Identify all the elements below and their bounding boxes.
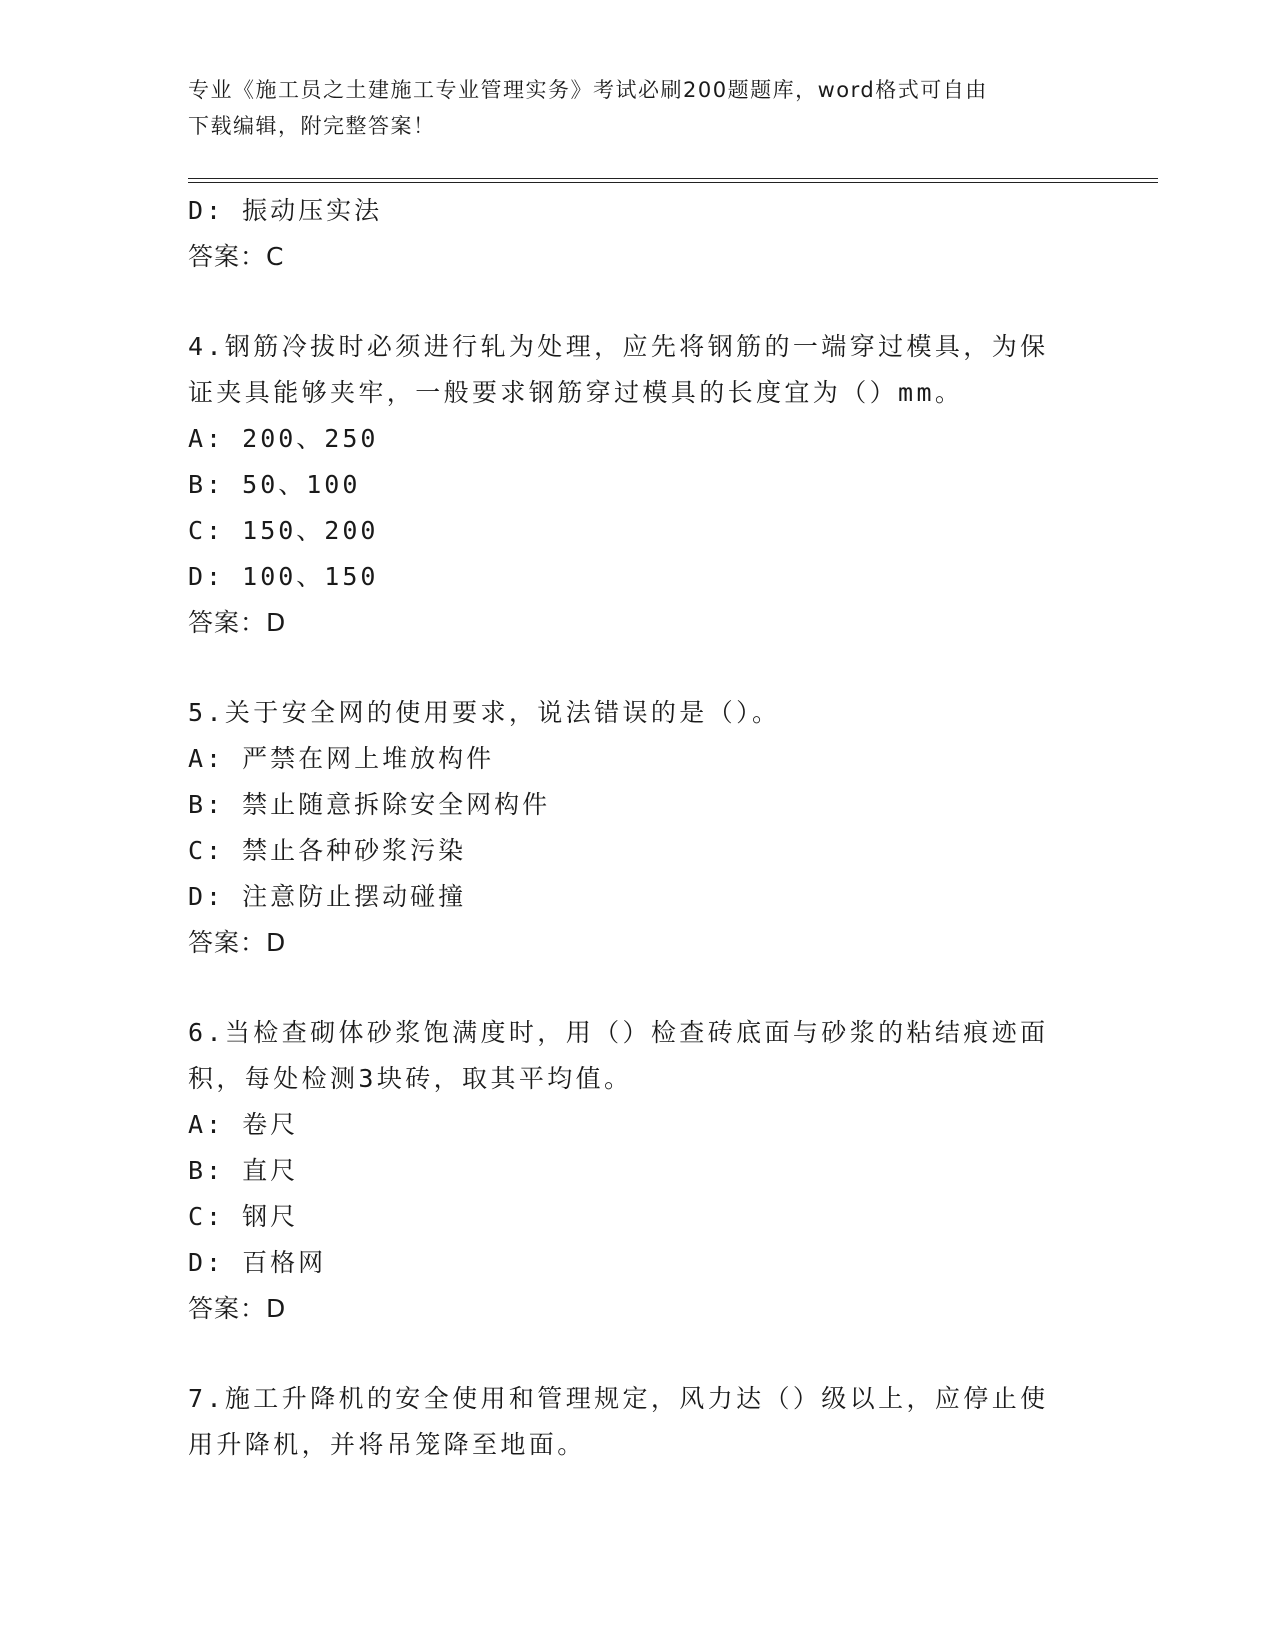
question-4 — [188, 324, 1068, 646]
question-text-line: 7.施工升降机的安全使用和管理规定，风力达（）级以上，应停止使 — [188, 1384, 1049, 1413]
spacer — [188, 646, 1068, 690]
question-text-line: 5.关于安全网的使用要求，说法错误的是（）。 — [188, 698, 781, 727]
option-c: C: 禁止各种砂浆污染 — [188, 836, 467, 865]
spacer — [188, 280, 1068, 324]
header-title-line-2: 下载编辑，附完整答案！ — [188, 114, 436, 138]
question-text-line: 积，每处检测3块砖，取其平均值。 — [188, 1064, 633, 1093]
page-header — [188, 72, 1068, 144]
question-text-line: 4.钢筋冷拔时必须进行轧为处理，应先将钢筋的一端穿过模具，为保 — [188, 332, 1049, 361]
spacer — [188, 1332, 1068, 1376]
option-b: B: 禁止随意拆除安全网构件 — [188, 790, 551, 819]
question-7 — [188, 1376, 1068, 1468]
option-b: B: 50、100 — [188, 470, 361, 499]
question-text-line: 6.当检查砌体砂浆饱满度时，用（）检查砖底面与砂浆的粘结痕迹面 — [188, 1018, 1049, 1047]
question-5 — [188, 690, 1068, 966]
option-a: A: 200、250 — [188, 424, 379, 453]
option-d: D: 百格网 — [188, 1248, 327, 1277]
header-divider — [188, 178, 1158, 183]
answer-line: 答案：D — [188, 1294, 287, 1323]
option-d: D: 注意防止摆动碰撞 — [188, 882, 467, 911]
question-text-line: 用升降机，并将吊笼降至地面。 — [188, 1430, 586, 1459]
spacer — [188, 966, 1068, 1010]
option-d: D: 100、150 — [188, 562, 379, 591]
option-d: D: 振动压实法 — [188, 196, 383, 225]
option-a: A: 卷尺 — [188, 1110, 299, 1139]
answer-line: 答案：D — [188, 928, 287, 957]
option-a: A: 严禁在网上堆放构件 — [188, 744, 495, 773]
option-b: B: 直尺 — [188, 1156, 299, 1185]
answer-line: 答案：C — [188, 242, 285, 271]
option-c: C: 150、200 — [188, 516, 379, 545]
header-title-line-1: 专业《施工员之土建施工专业管理实务》考试必刷200题题库，word格式可自由 — [188, 78, 988, 102]
option-c: C: 钢尺 — [188, 1202, 299, 1231]
question-6 — [188, 1010, 1068, 1332]
question-text-line: 证夹具能够夹牢，一般要求钢筋穿过模具的长度宜为（）mm。 — [188, 378, 964, 407]
question-content — [188, 188, 1068, 1468]
answer-line: 答案：D — [188, 608, 287, 637]
